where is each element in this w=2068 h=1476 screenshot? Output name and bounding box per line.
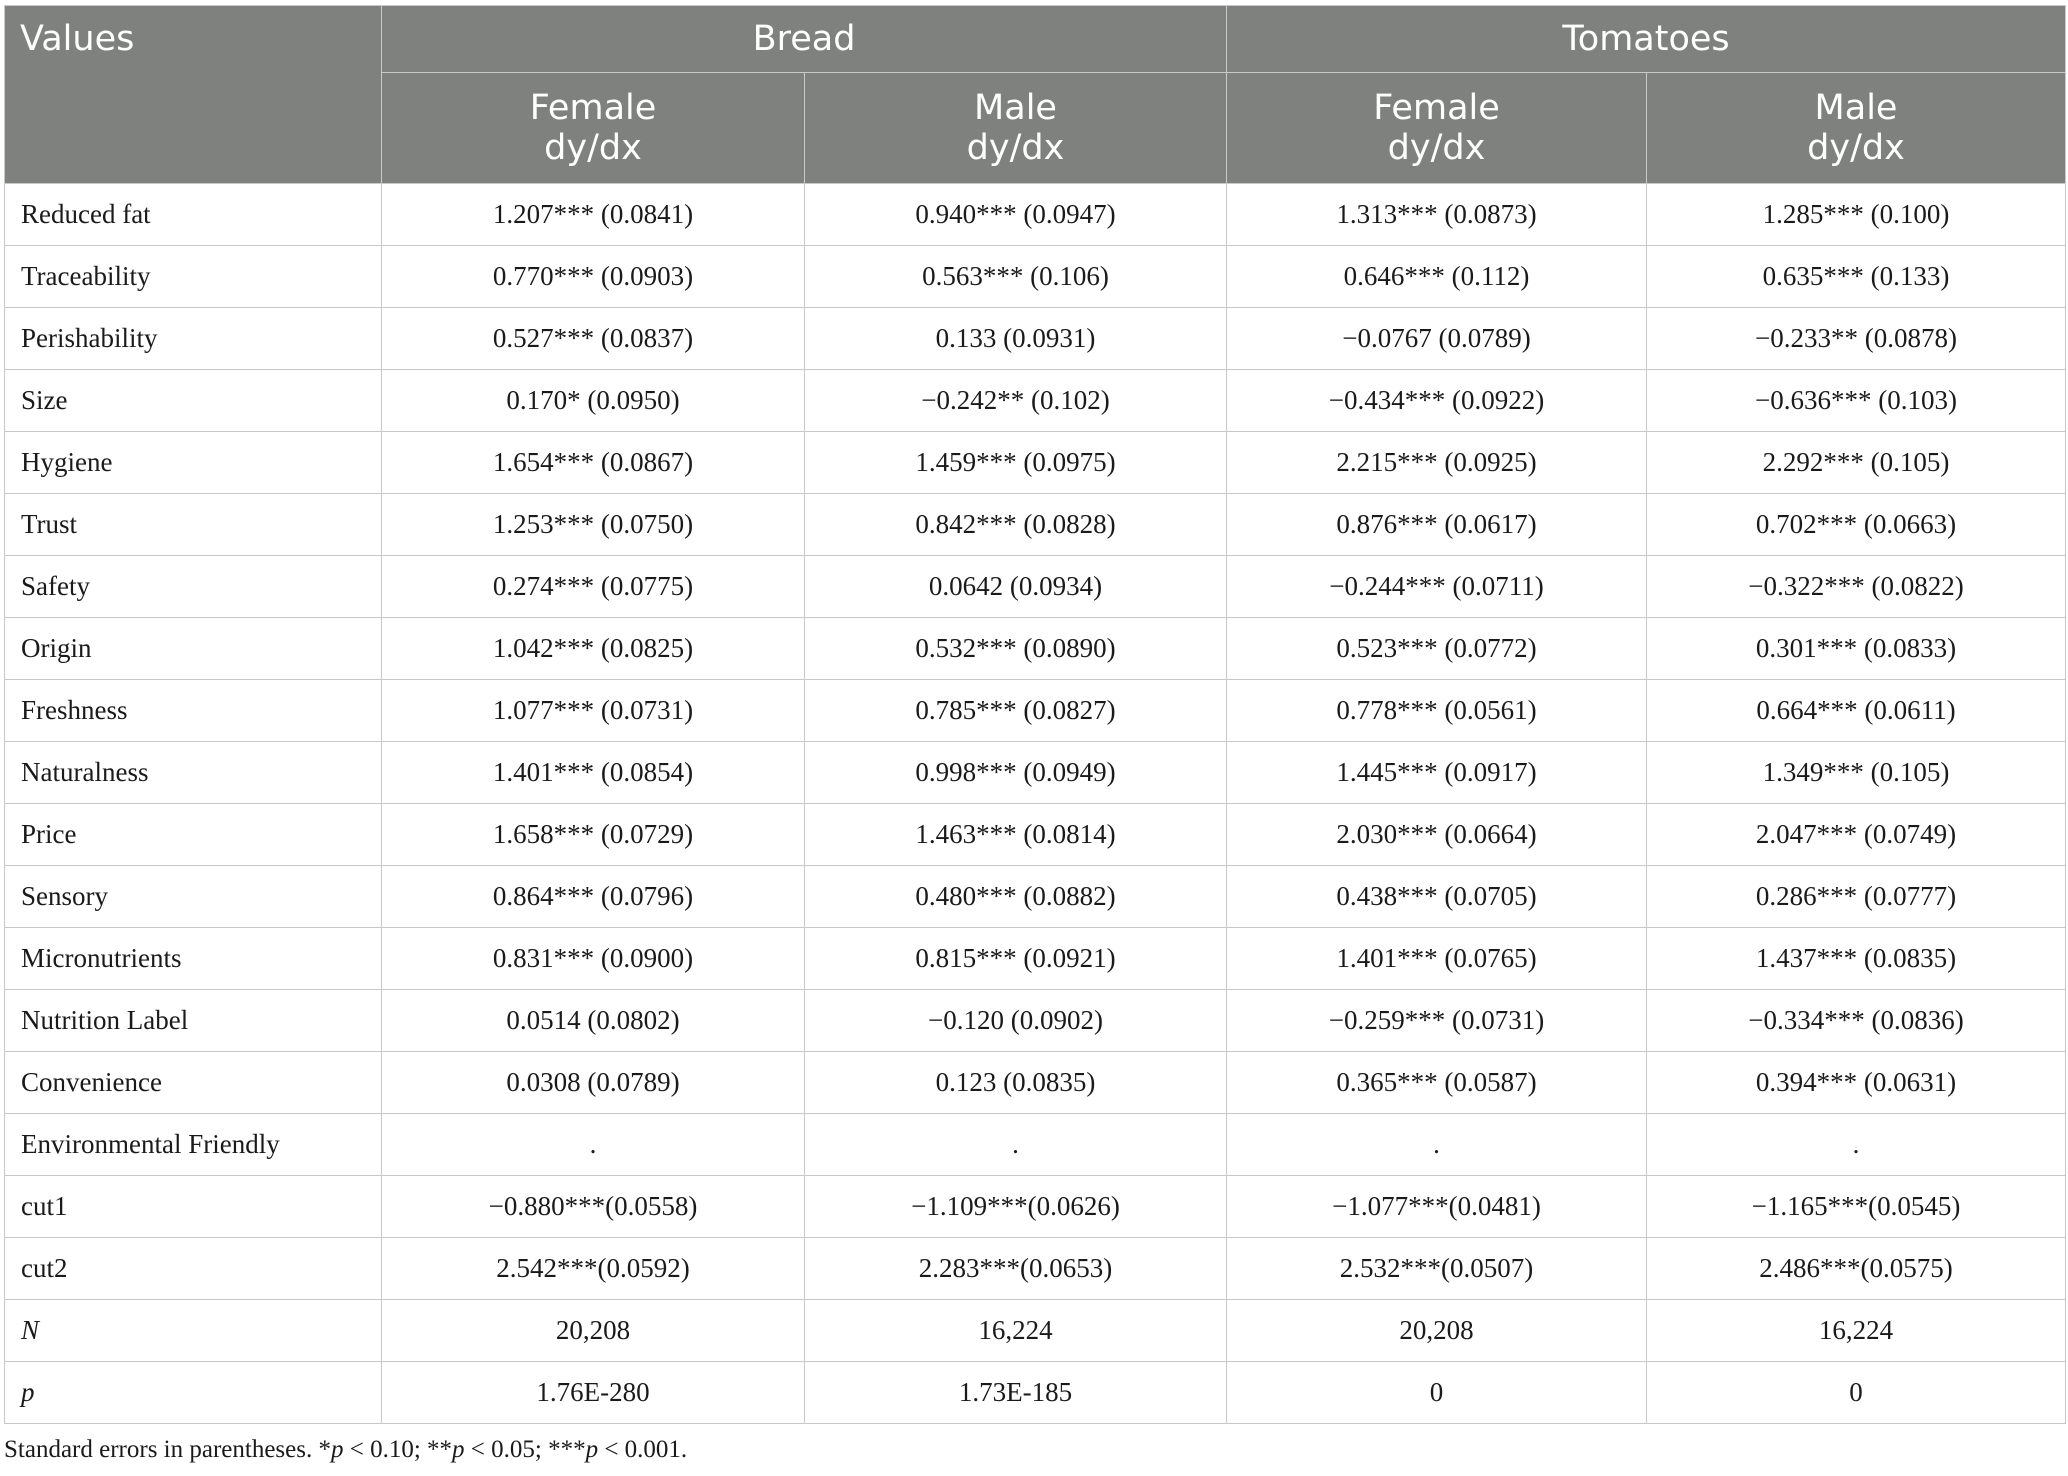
table-row	[5, 1238, 2066, 1300]
row-label: N	[5, 1300, 382, 1362]
table-cell: 1.042*** (0.0825)	[382, 618, 805, 680]
regression-table	[4, 5, 2066, 1424]
table-cell: −0.259*** (0.0731)	[1227, 990, 1647, 1052]
table-cell: 0	[1647, 1362, 2066, 1424]
table-cell: 0.831*** (0.0900)	[382, 928, 805, 990]
table-cell: 0.523*** (0.0772)	[1227, 618, 1647, 680]
bread-male-header	[805, 73, 1227, 184]
table-cell: 0.778*** (0.0561)	[1227, 680, 1647, 742]
table-header	[5, 6, 2066, 184]
table-cell: 2.283***(0.0653)	[805, 1238, 1227, 1300]
row-label: Reduced fat	[5, 184, 382, 246]
row-label: Traceability	[5, 246, 382, 308]
table-cell: 1.445*** (0.0917)	[1227, 742, 1647, 804]
gender-label: Female	[1373, 88, 1500, 128]
table-cell: −0.120 (0.0902)	[805, 990, 1227, 1052]
table-cell: 1.207*** (0.0841)	[382, 184, 805, 246]
table-cell: 0.635*** (0.133)	[1647, 246, 2066, 308]
table-cell: 0.842*** (0.0828)	[805, 494, 1227, 556]
row-label: Naturalness	[5, 742, 382, 804]
table-cell: 1.313*** (0.0873)	[1227, 184, 1647, 246]
table-cell: 2.030*** (0.0664)	[1227, 804, 1647, 866]
table-cell: 0.133 (0.0931)	[805, 308, 1227, 370]
table-cell: 16,224	[1647, 1300, 2066, 1362]
table-cell: 0.876*** (0.0617)	[1227, 494, 1647, 556]
table-cell: 0.998*** (0.0949)	[805, 742, 1227, 804]
row-label: cut2	[5, 1238, 382, 1300]
table-cell: 0.527*** (0.0837)	[382, 308, 805, 370]
table-row	[5, 742, 2066, 804]
gender-label: Male	[974, 88, 1057, 128]
table-row	[5, 866, 2066, 928]
row-label: Price	[5, 804, 382, 866]
table-cell: −0.334*** (0.0836)	[1647, 990, 2066, 1052]
table-cell: 16,224	[805, 1300, 1227, 1362]
table-cell: −0.0767 (0.0789)	[1227, 308, 1647, 370]
bread-female-header	[382, 73, 805, 184]
table-cell: 2.215*** (0.0925)	[1227, 432, 1647, 494]
table-cell: 0.365*** (0.0587)	[1227, 1052, 1647, 1114]
row-label: Environmental Friendly	[5, 1114, 382, 1176]
row-label: Convenience	[5, 1052, 382, 1114]
table-cell: 0.646*** (0.112)	[1227, 246, 1647, 308]
row-label: Safety	[5, 556, 382, 618]
table-row	[5, 1300, 2066, 1362]
table-row	[5, 370, 2066, 432]
table-row	[5, 246, 2066, 308]
stat-label: dy/dx	[1387, 128, 1486, 168]
table-footnote	[4, 1436, 687, 1464]
table-row	[5, 494, 2066, 556]
gender-label: Male	[1814, 88, 1898, 128]
table-row	[5, 1114, 2066, 1176]
footnote-text: < 0.001.	[598, 1436, 688, 1463]
table-cell: .	[805, 1114, 1227, 1176]
footnote-italic-p: p	[330, 1436, 344, 1463]
stat-label: dy/dx	[1807, 128, 1905, 168]
footnote-text: < 0.05; ***	[464, 1436, 586, 1463]
table-cell: 0.301*** (0.0833)	[1647, 618, 2066, 680]
table-cell: 1.349*** (0.105)	[1647, 742, 2066, 804]
stat-label: dy/dx	[544, 128, 642, 168]
table-cell: 0.563*** (0.106)	[805, 246, 1227, 308]
table-cell: −0.636*** (0.103)	[1647, 370, 2066, 432]
table-row	[5, 990, 2066, 1052]
tomatoes-group-header: Tomatoes	[1227, 6, 2066, 73]
table-cell: 0.940*** (0.0947)	[805, 184, 1227, 246]
table-cell: 1.658*** (0.0729)	[382, 804, 805, 866]
footnote-text: < 0.10; **	[343, 1436, 453, 1463]
table-row	[5, 680, 2066, 742]
table-body	[5, 184, 2066, 1424]
table-cell: 0.770*** (0.0903)	[382, 246, 805, 308]
table-cell: 1.654*** (0.0867)	[382, 432, 805, 494]
table-cell: 2.532***(0.0507)	[1227, 1238, 1647, 1300]
table-row	[5, 432, 2066, 494]
table-cell: .	[1227, 1114, 1647, 1176]
row-label: Sensory	[5, 866, 382, 928]
row-label: Nutrition Label	[5, 990, 382, 1052]
table-row	[5, 556, 2066, 618]
table-cell: 1.73E-185	[805, 1362, 1227, 1424]
footnote-italic-p: p	[452, 1436, 465, 1463]
table-cell: 1.463*** (0.0814)	[805, 804, 1227, 866]
table-cell: 1.401*** (0.0765)	[1227, 928, 1647, 990]
table-cell: 1.459*** (0.0975)	[805, 432, 1227, 494]
table-cell: 2.047*** (0.0749)	[1647, 804, 2066, 866]
table-cell: 0.394*** (0.0631)	[1647, 1052, 2066, 1114]
bread-group-header: Bread	[382, 6, 1227, 73]
table-cell: −1.077***(0.0481)	[1227, 1176, 1647, 1238]
row-label: p	[5, 1362, 382, 1424]
table-cell: 1.077*** (0.0731)	[382, 680, 805, 742]
table-cell: 0.664*** (0.0611)	[1647, 680, 2066, 742]
table-cell: 0.286*** (0.0777)	[1647, 866, 2066, 928]
table-row	[5, 618, 2066, 680]
row-label: Hygiene	[5, 432, 382, 494]
table-cell: −0.244*** (0.0711)	[1227, 556, 1647, 618]
table-cell: 0	[1227, 1362, 1647, 1424]
tomatoes-male-header	[1647, 73, 2066, 184]
row-label: Size	[5, 370, 382, 432]
gender-label: Female	[529, 88, 657, 128]
table-cell: −1.165***(0.0545)	[1647, 1176, 2066, 1238]
table-cell: 2.486***(0.0575)	[1647, 1238, 2066, 1300]
table-cell: 1.401*** (0.0854)	[382, 742, 805, 804]
table-cell: 0.123 (0.0835)	[805, 1052, 1227, 1114]
table-cell: 0.864*** (0.0796)	[382, 866, 805, 928]
table-cell: 1.76E-280	[382, 1362, 805, 1424]
row-label: Freshness	[5, 680, 382, 742]
table-cell: 0.815*** (0.0921)	[805, 928, 1227, 990]
table-cell: −0.233** (0.0878)	[1647, 308, 2066, 370]
table-cell: 20,208	[382, 1300, 805, 1362]
table-cell: 0.702*** (0.0663)	[1647, 494, 2066, 556]
table-cell: 0.438*** (0.0705)	[1227, 866, 1647, 928]
row-label: Micronutrients	[5, 928, 382, 990]
table-cell: −0.880***(0.0558)	[382, 1176, 805, 1238]
table-cell: 2.292*** (0.105)	[1647, 432, 2066, 494]
table-row	[5, 1362, 2066, 1424]
table-cell: −0.434*** (0.0922)	[1227, 370, 1647, 432]
table-cell: 1.253*** (0.0750)	[382, 494, 805, 556]
stat-label: dy/dx	[966, 128, 1065, 168]
table-cell: .	[1647, 1114, 2066, 1176]
table-cell: 2.542***(0.0592)	[382, 1238, 805, 1300]
table-cell: 0.532*** (0.0890)	[805, 618, 1227, 680]
table-row	[5, 308, 2066, 370]
row-label: cut1	[5, 1176, 382, 1238]
table-cell: 1.437*** (0.0835)	[1647, 928, 2066, 990]
table-cell: 0.785*** (0.0827)	[805, 680, 1227, 742]
footnote-text: Standard errors in parentheses. *	[4, 1436, 331, 1463]
tomatoes-female-header	[1227, 73, 1647, 184]
table-row	[5, 1176, 2066, 1238]
table-cell: 0.0308 (0.0789)	[382, 1052, 805, 1114]
table-row	[5, 804, 2066, 866]
header-row-groups	[5, 6, 2066, 73]
table-cell: 0.170* (0.0950)	[382, 370, 805, 432]
table-row	[5, 928, 2066, 990]
row-label: Trust	[5, 494, 382, 556]
table-cell: −0.242** (0.102)	[805, 370, 1227, 432]
values-column-header: Values	[5, 6, 382, 184]
row-label: Perishability	[5, 308, 382, 370]
row-label: Origin	[5, 618, 382, 680]
footnote-italic-p: p	[585, 1436, 599, 1463]
table-cell: 0.0514 (0.0802)	[382, 990, 805, 1052]
regression-table-container	[4, 5, 2065, 1424]
table-cell: 1.285*** (0.100)	[1647, 184, 2066, 246]
table-row	[5, 1052, 2066, 1114]
table-cell: −0.322*** (0.0822)	[1647, 556, 2066, 618]
table-cell: −1.109***(0.0626)	[805, 1176, 1227, 1238]
table-cell: .	[382, 1114, 805, 1176]
table-cell: 20,208	[1227, 1300, 1647, 1362]
table-cell: 0.480*** (0.0882)	[805, 866, 1227, 928]
table-row	[5, 184, 2066, 246]
table-cell: 0.274*** (0.0775)	[382, 556, 805, 618]
table-cell: 0.0642 (0.0934)	[805, 556, 1227, 618]
